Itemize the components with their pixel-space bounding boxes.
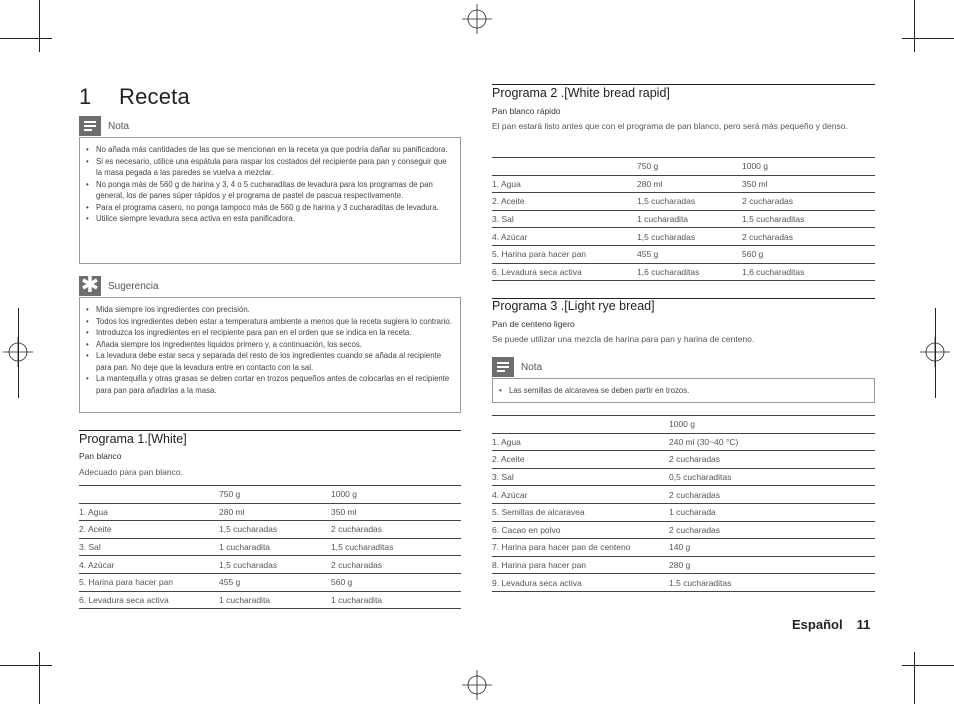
table-cell: 1,5 cucharadas <box>637 193 742 211</box>
table-cell: 455 g <box>219 573 331 591</box>
table-cell: 1 cucharadita <box>219 538 331 556</box>
table-cell: 1 cucharada <box>669 503 875 521</box>
table-cell: 0,5 cucharaditas <box>669 468 875 486</box>
table-cell: 350 ml <box>331 503 461 521</box>
table-cell: 2 cucharadas <box>331 556 461 574</box>
table-row <box>492 228 875 246</box>
list-item: • No ponga más de 560 g de harina y 3, 4 o 5 cucharaditas de levadura para los programas de pan general, los de panes súper rápidos y el programa de pastel de pascua respectivamente. <box>96 179 454 202</box>
table-row <box>492 468 875 486</box>
asterisk-icon: ✱ <box>80 273 100 298</box>
table-row <box>79 521 461 539</box>
list-item: • No añada más cantidades de las que se mencionan en la receta ya que podría dañar su panificadora. <box>96 144 454 156</box>
program3-description: Se puede utilizar una mezcla de harina para pan y harina de centeno. <box>492 334 755 344</box>
note-header <box>79 116 129 136</box>
table-cell: 4. Azúcar <box>79 556 219 574</box>
table-cell: 1. Agua <box>492 175 637 193</box>
table-row <box>492 556 875 574</box>
table-row <box>79 591 461 609</box>
table-cell: 6. Levadura seca activa <box>492 263 637 281</box>
table-cell: 1 cucharadita <box>219 591 331 609</box>
table-cell: 280 g <box>669 556 875 574</box>
table-cell: 750 g <box>637 158 742 176</box>
table-cell: 5. Semillas de alcaravea <box>492 503 669 521</box>
program3-subtitle: Pan de centeno ligero <box>492 319 575 329</box>
program1-table <box>79 485 461 609</box>
table-cell: 7. Harina para hacer pan de centeno <box>492 539 669 557</box>
footer-language: Español <box>792 617 843 632</box>
table-cell: 1 cucharadita <box>331 591 461 609</box>
program3-table <box>492 415 875 592</box>
table-cell: 2 cucharadas <box>669 521 875 539</box>
program2-description: El pan estará listo antes que con el programa de pan blanco, pero será más pequeño y denso. <box>492 121 848 131</box>
table-header-row <box>492 416 875 434</box>
table-row <box>492 433 875 451</box>
table-cell: 1 cucharadita <box>637 210 742 228</box>
program2-table <box>492 157 875 281</box>
note-list <box>80 138 460 225</box>
list-item: • Para el programa casero, no ponga tampoco más de 560 g de harina y 3 cucharaditas de levadura. <box>96 202 454 214</box>
table-cell: 1,5 cucharaditas <box>742 210 875 228</box>
note-box <box>79 137 461 264</box>
program2-title: Programa 2 .[White bread rapid] <box>492 86 670 100</box>
table-cell: 2. Aceite <box>492 193 637 211</box>
table-cell: 5. Harina para hacer pan <box>79 573 219 591</box>
tip-list <box>80 298 460 396</box>
table-row <box>492 539 875 557</box>
table-cell: 750 g <box>219 486 331 504</box>
tip-label: Sugerencia <box>108 280 159 292</box>
table-row <box>492 521 875 539</box>
program1-subtitle: Pan blanco <box>79 451 122 461</box>
table-header-row <box>492 158 875 176</box>
table-cell: 1000 g <box>331 486 461 504</box>
table-cell: 140 g <box>669 539 875 557</box>
program1-title: Programa 1.[White] <box>79 432 187 446</box>
table-cell <box>79 486 219 504</box>
list-item: • La mantequilla y otras grasas se deben cortar en trozos pequeños antes de colocarlas en el recipiente para pan para añadirlas a la masa. <box>96 373 454 396</box>
note-label: Nota <box>521 361 543 373</box>
list-item: • Todos los ingredientes deben estar a temperatura ambiente a menos que la receta sugiera lo contrario. <box>96 316 454 328</box>
table-row <box>79 556 461 574</box>
table-row <box>492 451 875 469</box>
list-item: • Si es necesario, utilice una espátula para raspar los costados del recipiente para pan y conseguir que la masa pegada a las paredes se vuelva a mezclar. <box>96 156 454 179</box>
table-cell: 3. Sal <box>492 210 637 228</box>
program1-rule <box>79 430 461 431</box>
page-title <box>79 84 190 110</box>
table-cell: 2 cucharadas <box>742 193 875 211</box>
table-cell: 2. Aceite <box>492 451 669 469</box>
title-text: Receta <box>119 84 190 109</box>
table-row <box>492 574 875 592</box>
registration-mark-bottom <box>462 670 492 700</box>
list-item: • Introduzca los ingredientes en el recipiente para pan en el orden que se indica en la receta. <box>96 327 454 339</box>
table-row <box>79 573 461 591</box>
table-cell: 2 cucharadas <box>331 521 461 539</box>
registration-mark-top <box>462 4 492 34</box>
table-cell: 1,5 cucharaditas <box>331 538 461 556</box>
table-cell: 1,5 cucharadas <box>219 556 331 574</box>
table-cell: 6. Cacao en polvo <box>492 521 669 539</box>
table-cell <box>492 416 669 434</box>
table-row <box>492 210 875 228</box>
list-item: • La levadura debe estar seca y separada del resto de los ingredientes cuando se añada al recipiente para pan. No deje que la levadura entre en contacto con la sal. <box>96 350 454 373</box>
table-cell: 240 ml (30~40 °C) <box>669 433 875 451</box>
table-cell: 9. Levadura seca activa <box>492 574 669 592</box>
program3-title: Programa 3 .[Light rye bread] <box>492 299 655 313</box>
program1-description: Adecuado para pan blanco. <box>79 467 183 477</box>
note-list <box>493 379 874 397</box>
table-row <box>79 503 461 521</box>
list-item: • Utilice siempre levadura seca activa en esta panificadora. <box>96 213 454 225</box>
table-cell: 1,6 cucharaditas <box>742 263 875 281</box>
table-cell: 1000 g <box>742 158 875 176</box>
table-cell: 1,6 cucharaditas <box>637 263 742 281</box>
table-cell: 280 ml <box>637 175 742 193</box>
table-cell <box>492 158 637 176</box>
table-cell: 8. Harina para hacer pan <box>492 556 669 574</box>
table-row <box>492 263 875 281</box>
table-row <box>492 503 875 521</box>
table-cell: 2 cucharadas <box>742 228 875 246</box>
table-cell: 2. Aceite <box>79 521 219 539</box>
table-cell: 4. Azúcar <box>492 486 669 504</box>
table-cell: 1,5 cucharadas <box>637 228 742 246</box>
table-cell: 350 ml <box>742 175 875 193</box>
table-cell: 1,5 cucharadas <box>219 521 331 539</box>
note-icon <box>79 116 101 136</box>
table-cell: 3. Sal <box>492 468 669 486</box>
title-number: 1 <box>79 84 92 109</box>
table-row <box>492 193 875 211</box>
table-cell: 3. Sal <box>79 538 219 556</box>
table-cell: 4. Azúcar <box>492 228 637 246</box>
note-label: Nota <box>108 120 130 132</box>
note-header <box>492 357 542 377</box>
table-cell: 1. Agua <box>492 433 669 451</box>
table-cell: 2 cucharadas <box>669 486 875 504</box>
table-cell: 455 g <box>637 245 742 263</box>
table-cell: 1000 g <box>669 416 875 434</box>
table-row <box>492 486 875 504</box>
list-item: • Las semillas de alcaravea se deben partir en trozos. <box>509 385 868 397</box>
table-cell: 280 ml <box>219 503 331 521</box>
tip-box <box>79 297 461 413</box>
page-number: 11 <box>856 617 871 632</box>
note-icon <box>492 357 514 377</box>
table-header-row <box>79 486 461 504</box>
tip-header <box>79 273 159 298</box>
table-cell: 2 cucharadas <box>669 451 875 469</box>
table-row <box>79 538 461 556</box>
table-cell: 6. Levadura seca activa <box>79 591 219 609</box>
table-cell: 1,5 cucharaditas <box>669 574 875 592</box>
table-cell: 1. Agua <box>79 503 219 521</box>
list-item: • Añada siempre los ingredientes líquidos primero y, a continuación, los secos. <box>96 339 454 351</box>
page-footer <box>792 617 870 632</box>
note-box <box>492 378 875 403</box>
table-row <box>492 175 875 193</box>
table-cell: 560 g <box>742 245 875 263</box>
table-row <box>492 245 875 263</box>
program2-subtitle: Pan blanco rápido <box>492 106 561 116</box>
list-item: • Mida siempre los ingredientes con precisión. <box>96 304 454 316</box>
registration-line-right <box>935 308 936 398</box>
registration-line-left <box>18 308 19 398</box>
table-cell: 5. Harina para hacer pan <box>492 245 637 263</box>
table-cell: 560 g <box>331 573 461 591</box>
program2-rule <box>492 84 875 85</box>
